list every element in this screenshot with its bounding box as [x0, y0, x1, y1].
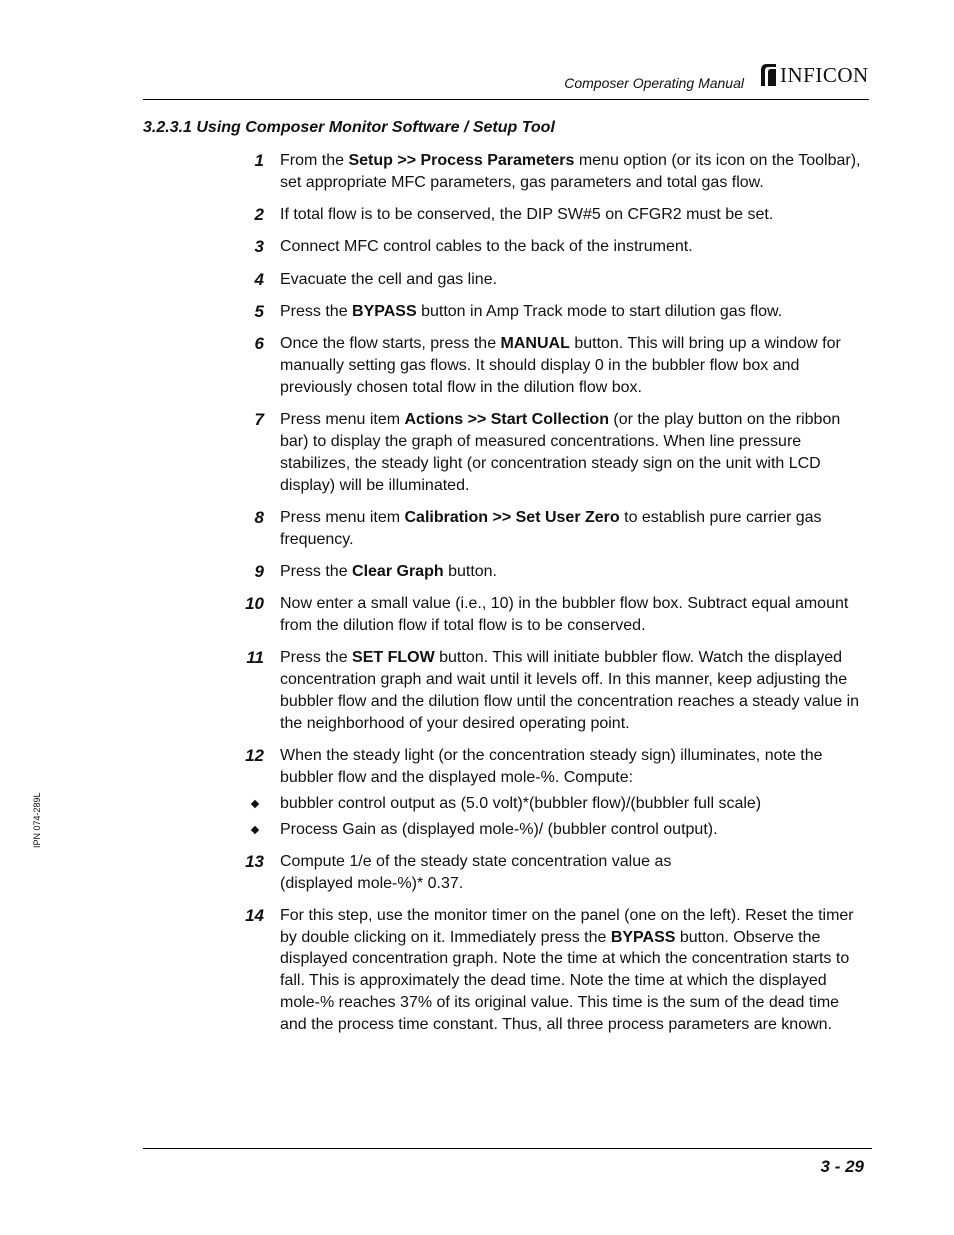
step-text: [280, 301, 870, 323]
step-bold-term: BYPASS: [352, 302, 417, 320]
step-text-run: Compute 1/e of the steady state concentration value as: [280, 852, 672, 870]
step-bold-term: Setup >> Process Parameters: [348, 152, 575, 169]
step-text-run: to establish pure carrier gas frequency.: [280, 508, 822, 548]
step-7: [240, 409, 870, 496]
step-text-run: button. This will bring up a window for manually setting gas flows. It should display 0 in the bubbler flow box and previously chosen total flow in the dilution flow box.: [280, 335, 841, 396]
step-text-run: button. Observe the displayed concentration graph. Note the time at which the concentration starts to fall. This is approximately the dead time. Note the time at which the displayed mole-% reaches 37% of its original value. This time is the sum of the dead time and the process time constant. Thus, all three process parameters are known.: [280, 928, 850, 1033]
step-number: 2: [254, 205, 264, 225]
step-1: [240, 150, 870, 194]
step-5: [240, 301, 870, 323]
step-number: 3: [254, 237, 264, 257]
step-number: 12: [245, 746, 264, 766]
diamond-bullet-icon: [251, 826, 259, 834]
section-title: 3.2.3.1 Using Composer Monitor Software / Setup Tool: [143, 119, 555, 136]
step-4: [240, 269, 870, 291]
step-3: [240, 236, 870, 258]
step-number: 10: [245, 594, 264, 614]
diamond-bullet-icon: [251, 800, 259, 808]
step-text-run: (displayed mole-%)* 0.37.: [280, 874, 464, 892]
step-text: [280, 333, 870, 398]
step-text-run: Now enter a small value (i.e., 10) in the bubbler flow box. Subtract equal amount from the dilution flow if total flow is to be conserved.: [280, 595, 849, 635]
step-9: [240, 561, 870, 583]
inficon-logo-mark-icon: [758, 62, 778, 88]
step-text: [280, 561, 870, 583]
step-number: 7: [254, 410, 264, 430]
step-text-run: Once the flow starts, press the: [280, 335, 501, 353]
step-text-run: Press menu item: [280, 411, 405, 429]
step-text: [280, 204, 870, 226]
inficon-logo: [758, 60, 873, 90]
step-number: 11: [246, 648, 264, 668]
bullet-item: [240, 793, 870, 815]
step-11: [240, 647, 870, 734]
bullet-list: [240, 793, 870, 841]
step-bold-term: BYPASS: [610, 928, 676, 946]
step-text-run: button.: [443, 562, 497, 580]
logo-text: INFICON: [780, 62, 869, 87]
step-bold-term: Calibration >> Set User Zero: [404, 508, 620, 526]
bullet-item: [240, 819, 870, 841]
step-text-run: (or the play button on the ribbon bar) to display the graph of measured concentrations. When line pressure stabilizes, the steady light (or concentration steady sign on the unit with LCD display) will be illuminated.: [280, 411, 841, 494]
step-6: [240, 333, 870, 398]
step-number: 8: [254, 507, 264, 527]
step-text: [280, 647, 870, 734]
page-number: 3 - 29: [820, 1157, 864, 1176]
step-text-run: Press the: [280, 302, 353, 320]
step-text: [280, 593, 870, 637]
step-text: [280, 851, 870, 895]
step-12: [240, 745, 870, 789]
ipn-label: IPN 074-289L: [32, 792, 42, 848]
step-text-run: Press the: [280, 562, 353, 580]
bullet-text: Process Gain as (displayed mole-%)/ (bubbler control output).: [280, 820, 718, 838]
step-8: [240, 507, 870, 551]
step-text-run: menu option (or its icon on the Toolbar), set appropriate MFC parameters, gas parameters and total gas flow.: [280, 152, 861, 191]
step-2: [240, 204, 870, 226]
step-13: [240, 851, 870, 895]
step-text-run: Evacuate the cell and gas line.: [280, 270, 498, 288]
step-number: 4: [254, 269, 264, 289]
step-14: [240, 905, 870, 1036]
step-number: 13: [245, 851, 264, 871]
step-text-run: If total flow is to be conserved, the DIP SW#5 on CFGR2 must be set.: [280, 206, 774, 224]
step-text: [280, 745, 870, 789]
step-text-run: Press menu item: [280, 508, 405, 526]
step-text: [280, 409, 870, 496]
bullet-text: bubbler control output as (5.0 volt)*(bubbler flow)/(bubbler full scale): [280, 795, 762, 813]
footer-rule: [143, 1148, 872, 1149]
header-rule: [143, 99, 869, 100]
procedure-steps: [240, 150, 870, 1046]
step-number: 5: [254, 301, 264, 321]
step-text-run: For this step, use the monitor timer on the panel (one on the left). Reset the timer by double clicking on it. Immediately press the: [280, 906, 854, 946]
step-bold-term: MANUAL: [500, 335, 570, 353]
step-text: [280, 507, 870, 551]
step-number: 14: [245, 905, 264, 925]
step-bold-term: SET FLOW: [352, 649, 435, 667]
step-bold-term: Actions >> Start Collection: [404, 411, 609, 429]
step-text-run: From the: [280, 152, 349, 169]
step-text: [280, 905, 870, 1036]
step-text-run: button in Amp Track mode to start dilution gas flow.: [416, 302, 783, 320]
step-text: [280, 150, 870, 194]
step-number: 6: [254, 334, 264, 354]
step-text-run: Connect MFC control cables to the back of the instrument.: [280, 238, 693, 256]
step-text: [280, 269, 870, 291]
step-text-run: When the steady light (or the concentration steady sign) illuminates, note the bubbler flow and the displayed mole-%. Compute:: [280, 747, 823, 786]
step-number: 9: [254, 561, 264, 581]
manual-title: Composer Operating Manual: [564, 75, 744, 91]
step-10: [240, 593, 870, 637]
step-text-run: Press the: [280, 649, 353, 667]
step-text: [280, 236, 870, 258]
step-text-run: button. This will initiate bubbler flow. Watch the displayed concentration graph and wait until it levels off. In this manner, keep adjusting the bubbler flow and the dilution flow until the concentration reaches a steady value in the neighborhood of your desired operating point.: [280, 649, 860, 732]
step-number: 1: [254, 151, 264, 170]
step-bold-term: Clear Graph: [352, 562, 444, 580]
